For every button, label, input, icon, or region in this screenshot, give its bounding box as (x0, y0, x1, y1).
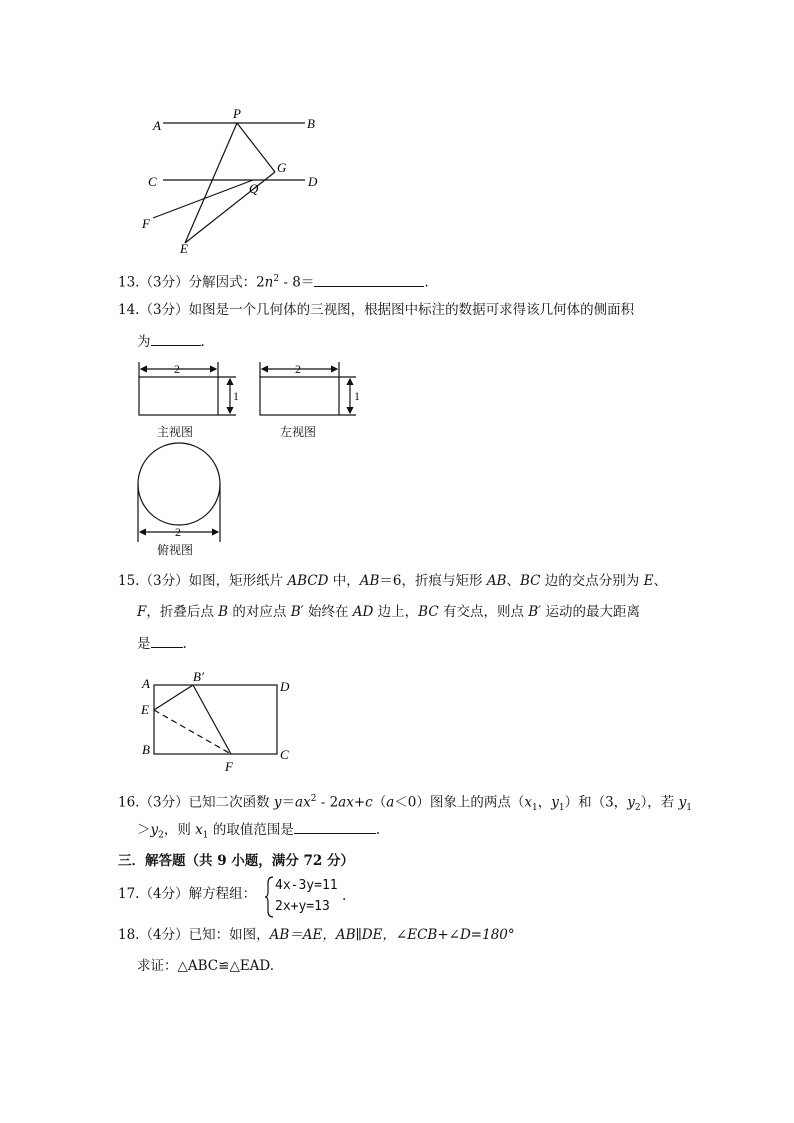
q15-t11: 有交点，则点 (438, 604, 529, 620)
q14-score: （3分） (139, 302, 189, 318)
q13-var: n (264, 274, 274, 291)
q15-t4: 、 (506, 573, 520, 589)
q16-t2: （ (372, 794, 387, 811)
q14-text: 如图是一个几何体的三视图，根据图中标注的数据可求得该几何体的侧面积 (188, 302, 635, 318)
figure-parallel-lines (130, 100, 340, 260)
q13-text: 分解因式：2 (188, 274, 265, 291)
q15-bp2: B′ (528, 604, 542, 620)
question-18-proof (137, 957, 274, 975)
q15-t7: ，折叠后点 (146, 604, 219, 620)
q15-e: E (643, 573, 654, 589)
q18-conditions: AB＝AE，AB∥DE，∠ECB+∠D=180° (269, 927, 515, 943)
q16-eq: ＝ (281, 794, 296, 811)
q16-y2b: y (150, 822, 159, 838)
label-P: P (233, 106, 241, 121)
q16-a: a (386, 794, 395, 811)
q15-abcd: ABCD (287, 573, 329, 589)
label-B-prime: B′ (193, 669, 204, 684)
q15-ab2: AB (486, 573, 507, 589)
q13-end: . (424, 274, 429, 291)
q13-score: （3分） (139, 274, 189, 291)
q16-answer-blank[interactable] (294, 821, 376, 834)
section-3-text: 三．解答题（共 9 小题，满分 72 分） (118, 853, 354, 869)
q16-plus: + (353, 794, 366, 811)
q13-tail: - 8＝ (279, 274, 315, 291)
figure-rectangle-fold (135, 668, 305, 776)
q17-eq1: 4x-3y=11 (275, 878, 338, 893)
label-B: B (142, 742, 150, 757)
q13-number: 13. (118, 274, 140, 291)
q15-t3: ＝6，折痕与矩形 (379, 573, 487, 589)
q16-y: y (273, 794, 282, 811)
q17-end (342, 887, 346, 905)
label-Q: Q (249, 181, 259, 196)
q17-equation-2 (275, 898, 330, 916)
label-E: E (180, 241, 188, 256)
q16-c: c (365, 794, 373, 811)
left-width: 2 (295, 362, 301, 376)
question-15-line2 (137, 603, 640, 621)
label-D: D (280, 679, 290, 694)
q15-b: B (218, 604, 229, 620)
q16-sq: 2 (310, 794, 317, 804)
front-caption: 主视图 (157, 425, 194, 439)
q18-score: （4分） (139, 927, 189, 943)
q16-t8: 的取值范围是 (208, 822, 294, 838)
q16-x1b: x (195, 822, 203, 838)
q15-end: . (182, 636, 187, 652)
q17-end-dot: . (342, 888, 347, 904)
q16-y1b: y (678, 794, 687, 811)
q15-bc: BC (519, 573, 541, 589)
question-15 (118, 572, 667, 590)
label-F: F (225, 759, 233, 774)
q13-exp: 2 (273, 274, 280, 284)
q16-s1c: 1 (686, 803, 692, 814)
q16-s2: 2 (634, 803, 641, 814)
q14-prefix: 为 (137, 334, 151, 350)
q15-score: （3分） (139, 573, 189, 589)
top-diameter: 2 (175, 525, 181, 539)
q15-t10: 边上， (373, 604, 419, 620)
q15-t2: 中， (328, 573, 360, 589)
q16-end: . (375, 822, 381, 838)
figure-three-views (130, 360, 370, 560)
q17-number: 17. (118, 886, 140, 902)
q16-x1: x (524, 794, 532, 811)
q16-ax2: ax (338, 794, 354, 811)
label-A: A (142, 676, 150, 691)
q15-t6: 、 (653, 573, 667, 589)
q16-t4: ）和（3， (564, 794, 628, 811)
q15-bc2: BC (418, 604, 439, 620)
question-16 (118, 790, 692, 817)
q15-answer-blank[interactable] (151, 635, 183, 648)
label-D: D (308, 174, 318, 189)
question-14-line2 (137, 333, 205, 351)
q14-number: 14. (118, 302, 140, 318)
label-F: F (142, 216, 150, 231)
label-A: A (153, 118, 161, 133)
question-17 (118, 885, 256, 903)
q16-ax: ax (295, 794, 311, 811)
q15-number: 15. (118, 573, 140, 589)
q16-s2b: 2 (158, 830, 164, 841)
question-13 (118, 270, 429, 292)
left-caption: 左视图 (280, 425, 317, 439)
q16-number: 16. (118, 794, 140, 811)
label-G: G (277, 160, 287, 175)
question-16-line2 (137, 821, 380, 845)
q16-mid: - 2 (316, 794, 339, 811)
q14-answer-blank[interactable] (151, 333, 201, 346)
top-caption: 俯视图 (157, 543, 194, 557)
label-C: C (148, 174, 157, 189)
q15-ad: AD (352, 604, 374, 620)
section-3-heading (118, 852, 354, 870)
label-E: E (141, 702, 149, 717)
q15-t1: 如图，矩形纸片 (188, 573, 288, 589)
q15-t9: 始终在 (303, 604, 353, 620)
q14-end: . (200, 334, 205, 350)
front-width: 2 (174, 362, 180, 376)
q16-t6: ＞ (137, 822, 151, 838)
q16-t3: ＜0）图象上的两点（ (394, 794, 525, 811)
question-15-line3 (137, 635, 187, 653)
q18-proof-text: 求证：△ABC≌△EAD. (137, 958, 275, 974)
q16-t7: ，则 (163, 822, 196, 838)
q16-comma: ， (537, 794, 552, 811)
q15-t8: 的对应点 (228, 604, 291, 620)
front-height: 1 (233, 389, 239, 403)
q16-score: （3分） (139, 794, 189, 811)
q17-text: 解方程组： (188, 886, 257, 902)
q16-t1: 已知二次函数 (188, 794, 274, 811)
q16-y1: y (551, 794, 559, 811)
label-C: C (280, 747, 289, 762)
q15-t13: 是 (137, 636, 151, 652)
q16-s1: 1 (531, 803, 538, 814)
q15-t12: 运动的最大距离 (541, 604, 641, 620)
label-B: B (307, 116, 315, 131)
q13-answer-blank[interactable] (314, 274, 424, 287)
q15-bp: B′ (290, 604, 304, 620)
q16-y2: y (627, 794, 635, 811)
q15-ab: AB (359, 573, 380, 589)
q15-t5: 边的交点分别为 (540, 573, 644, 589)
brace-icon (264, 876, 274, 918)
q15-f: F (137, 604, 147, 620)
q18-number: 18. (118, 927, 140, 943)
q18-text: 已知：如图， (188, 927, 270, 943)
q16-t5: ），若 (640, 794, 679, 811)
question-18 (118, 926, 515, 944)
q17-score: （4分） (139, 886, 189, 902)
q16-s1b: 1 (558, 803, 565, 814)
question-14 (118, 301, 634, 319)
q17-equation-1 (275, 877, 338, 895)
q16-s1d: 1 (202, 830, 209, 841)
left-height: 1 (354, 389, 360, 403)
q17-eq2: 2x+y=13 (275, 899, 330, 914)
